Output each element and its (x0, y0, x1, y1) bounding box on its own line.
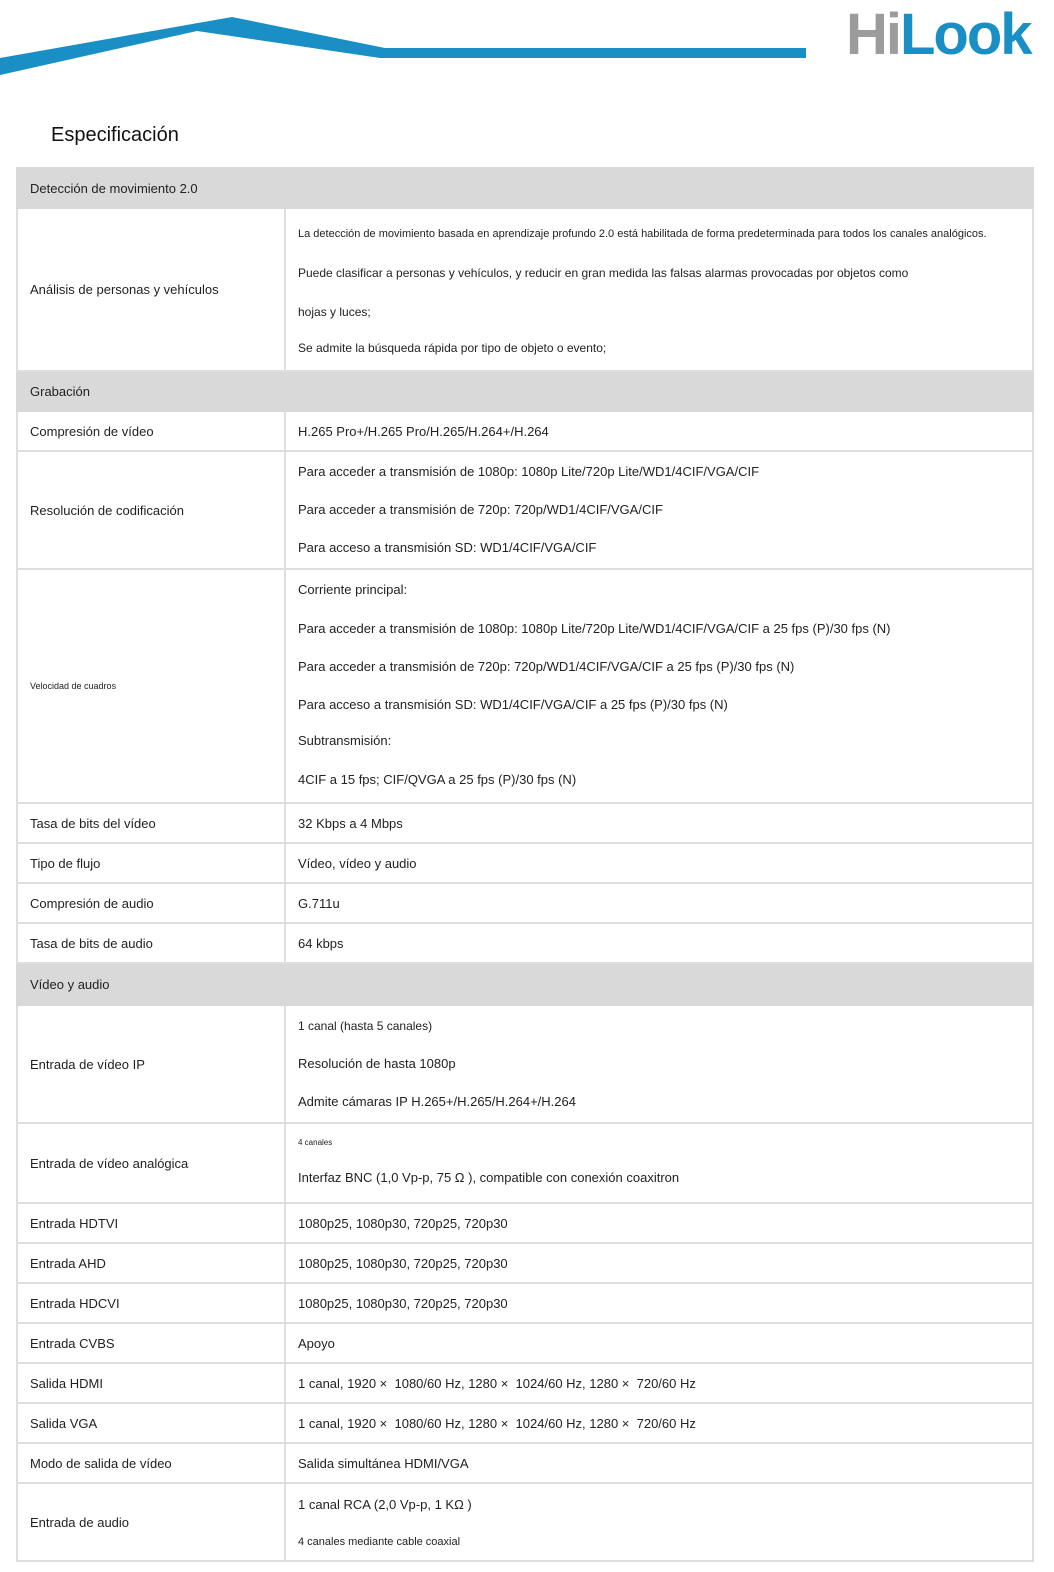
row-value: 1 canal, 1920 × 1080/60 Hz, 1280 × 1024/60 Hz, 1280 × 720/60 Hz (285, 1403, 1033, 1443)
value-line: 4 canales (298, 1138, 333, 1147)
table-row (17, 1005, 1033, 1123)
value-line: 4 canales mediante cable coaxial (298, 1536, 461, 1548)
table-row (17, 1283, 1033, 1323)
row-value: 1080p25, 1080p30, 720p25, 720p30 (285, 1283, 1033, 1323)
row-label: Análisis de personas y vehículos (17, 208, 285, 371)
row-value: H.265 Pro+/H.265 Pro/H.265/H.264+/H.264 (285, 411, 1033, 451)
value-line: hojas y luces; (298, 305, 371, 319)
table-row (17, 1363, 1033, 1403)
row-label: Compresión de vídeo (17, 411, 285, 451)
row-value: 1080p25, 1080p30, 720p25, 720p30 (285, 1243, 1033, 1283)
table-row (17, 1323, 1033, 1363)
logo-hi-text: Hi (846, 1, 900, 67)
row-value (285, 569, 1033, 803)
value-line: Para acceder a transmisión de 1080p: 1080p Lite/720p Lite/WD1/4CIF/VGA/CIF (298, 464, 760, 479)
row-value: 32 Kbps a 4 Mbps (285, 803, 1033, 843)
row-label: Velocidad de cuadros (17, 569, 285, 803)
value-line: 1 canal (hasta 5 canales) (298, 1019, 433, 1033)
row-value (285, 1005, 1033, 1123)
row-label: Entrada de vídeo IP (17, 1005, 285, 1123)
table-row (17, 1203, 1033, 1243)
value-line: Resolución de hasta 1080p (298, 1056, 456, 1071)
value-line: Corriente principal: (298, 582, 408, 597)
row-label: Entrada AHD (17, 1243, 285, 1283)
value-line: Puede clasificar a personas y vehículos, y reducir en gran medida las falsas alarmas provocadas por objetos como (298, 266, 909, 280)
hilook-logo (846, 1, 1031, 67)
row-label: Entrada CVBS (17, 1323, 285, 1363)
table-row (17, 1443, 1033, 1483)
value-line: Se admite la búsqueda rápida por tipo de objeto o evento; (298, 341, 607, 355)
logo-look-text: Look (900, 1, 1031, 67)
row-label: Tasa de bits de audio (17, 923, 285, 963)
row-label: Tipo de flujo (17, 843, 285, 883)
row-value: G.711u (285, 883, 1033, 923)
table-row (17, 1243, 1033, 1283)
value-line: Para acceso a transmisión SD: WD1/4CIF/VGA/CIF a 25 fps (P)/30 fps (N) (298, 697, 728, 712)
row-label: Entrada de audio (17, 1483, 285, 1561)
row-value: 64 kbps (285, 923, 1033, 963)
table-row (17, 208, 1033, 371)
header-swoosh-graphic (0, 0, 810, 80)
table-row (17, 923, 1033, 963)
row-label: Resolución de codificación (17, 451, 285, 569)
section-header (17, 168, 1033, 208)
value-line: Para acceder a transmisión de 720p: 720p/WD1/4CIF/VGA/CIF a 25 fps (P)/30 fps (N) (298, 659, 795, 674)
row-value (285, 208, 1033, 371)
table-row (17, 843, 1033, 883)
row-value (285, 451, 1033, 569)
section-title: Detección de movimiento 2.0 (17, 168, 1033, 208)
row-label: Modo de salida de vídeo (17, 1443, 285, 1483)
table-row (17, 1403, 1033, 1443)
value-line: Para acceder a transmisión de 1080p: 1080p Lite/720p Lite/WD1/4CIF/VGA/CIF a 25 fps (P)/30 fps (N) (298, 621, 891, 636)
table-row (17, 451, 1033, 569)
table-row (17, 1483, 1033, 1561)
value-line: Subtransmisión: (298, 733, 392, 748)
row-label: Salida VGA (17, 1403, 285, 1443)
row-value: 1 canal, 1920 × 1080/60 Hz, 1280 × 1024/60 Hz, 1280 × 720/60 Hz (285, 1363, 1033, 1403)
row-value: Apoyo (285, 1323, 1033, 1363)
row-value: Vídeo, vídeo y audio (285, 843, 1033, 883)
row-value: Salida simultánea HDMI/VGA (285, 1443, 1033, 1483)
section-title: Vídeo y audio (17, 963, 1033, 1005)
row-value (285, 1483, 1033, 1561)
section-header (17, 963, 1033, 1005)
value-line: Para acceder a transmisión de 720p: 720p/WD1/4CIF/VGA/CIF (298, 502, 663, 517)
row-label: Entrada HDCVI (17, 1283, 285, 1323)
section-header (17, 371, 1033, 411)
row-label: Entrada de vídeo analógica (17, 1123, 285, 1203)
row-label: Entrada HDTVI (17, 1203, 285, 1243)
specification-table (16, 167, 1034, 1562)
value-line: 1 canal RCA (2,0 Vp-p, 1 KΩ ) (298, 1497, 472, 1512)
value-line: Interfaz BNC (1,0 Vp-p, 75 Ω ), compatible con conexión coaxitron (298, 1170, 680, 1185)
value-line: 4CIF a 15 fps; CIF/QVGA a 25 fps (P)/30 fps (N) (298, 772, 577, 787)
row-label: Tasa de bits del vídeo (17, 803, 285, 843)
table-row (17, 1123, 1033, 1203)
page-header (0, 0, 1054, 100)
value-line: Admite cámaras IP H.265+/H.265/H.264+/H.264 (298, 1094, 576, 1109)
row-value: 1080p25, 1080p30, 720p25, 720p30 (285, 1203, 1033, 1243)
value-line: Para acceso a transmisión SD: WD1/4CIF/VGA/CIF (298, 540, 597, 555)
section-title: Grabación (17, 371, 1033, 411)
table-row (17, 411, 1033, 451)
value-line: La detección de movimiento basada en aprendizaje profundo 2.0 está habilitada de forma predeterminada para todos los canales analógicos. (298, 228, 987, 240)
row-label: Salida HDMI (17, 1363, 285, 1403)
page-title: Especificación (51, 124, 179, 146)
table-row (17, 569, 1033, 803)
row-value (285, 1123, 1033, 1203)
table-row (17, 883, 1033, 923)
table-row (17, 803, 1033, 843)
row-label: Compresión de audio (17, 883, 285, 923)
